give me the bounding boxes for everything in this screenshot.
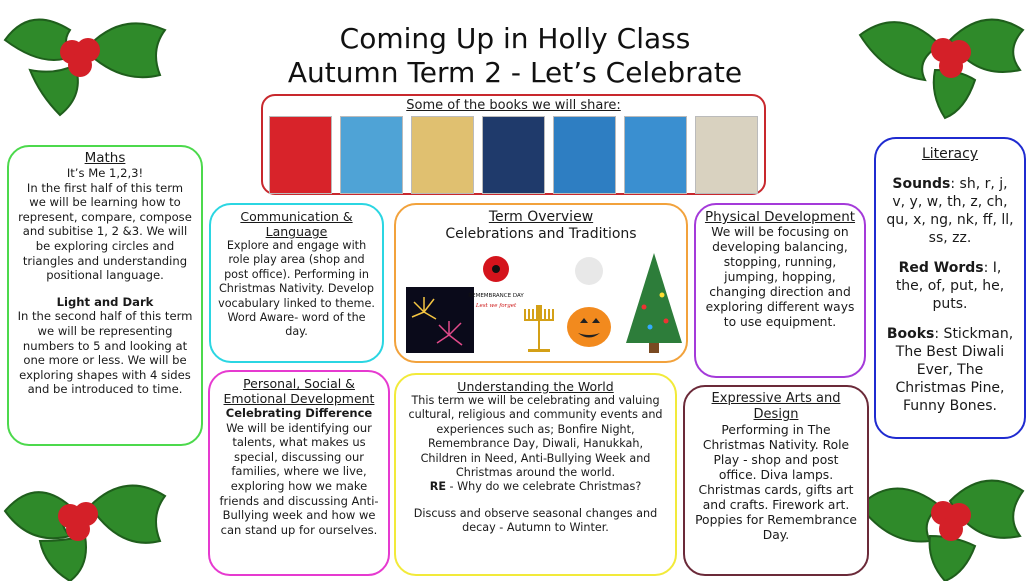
- literacy-panel: [874, 137, 1026, 439]
- holly-decoration-top-right: [855, 0, 1025, 120]
- utw-re: [404, 480, 667, 494]
- re-text: - Why do we celebrate Christmas?: [445, 480, 642, 494]
- understanding-world-panel: [394, 373, 677, 576]
- physical-development-panel: [694, 203, 866, 378]
- re-label: RE: [429, 480, 446, 494]
- physical-heading: Physical Development: [704, 209, 856, 225]
- title-line-1: Coming Up in Holly Class: [339, 22, 691, 55]
- books-heading: Some of the books we will share:: [406, 98, 621, 113]
- utw-text: This term we will be celebrating and valuing cultural, religious and community events and experiences such as; Bonfire Night, Remembrance Day, Diwali, Hanukkah, Children in Need, Anti-Bullying Week and Christmas around the world.: [408, 394, 663, 480]
- utw-heading: Understanding the World: [457, 379, 614, 394]
- psed-text: We will be identifying our talents, what makes us special, discussing our families, where we live, exploring how we make friends and discussing Anti-Bullying week and how we can stand up for ourselves.: [219, 420, 379, 537]
- book-cover: [624, 116, 687, 194]
- communication-heading: Communication & Language: [240, 209, 353, 239]
- holly-decoration-top-left: [0, 0, 170, 120]
- term-overview-heading: Term Overview: [488, 209, 594, 225]
- fireworks-image: [406, 287, 474, 353]
- physical-text: We will be focusing on developing balancing, stopping, running, jumping, hopping, changing direction and exploring different ways to use equipment.: [705, 225, 855, 329]
- expressive-text: Performing in The Christmas Nativity. Role Play - shop and post office. Diva lamps. Christmas cards, gifts art and crafts. Firework art. Poppies for Remembrance Day.: [695, 423, 857, 542]
- sounds-label: Sounds: [892, 176, 951, 192]
- book-covers: [269, 116, 758, 194]
- communication-text: Explore and engage with role play area (shop and post office). Performing in Christmas Nativity. Develop vocabulary linked to theme. Word Aware- word of the day.: [218, 239, 375, 339]
- remembrance-day-label: REMEMBRANCE DAY: [468, 293, 524, 299]
- poppy-icon: [483, 256, 509, 282]
- psed-heading: Personal, Social & Emotional Development: [223, 376, 375, 406]
- christmas-tree-icon: [626, 253, 682, 353]
- book-cover: [482, 116, 545, 194]
- book-cover: [695, 116, 758, 194]
- book-cover: [411, 116, 474, 194]
- red-words-list: : I, the, of, put, he, puts.: [895, 260, 1005, 312]
- book-cover: [269, 116, 332, 194]
- utw-text-2: Discuss and observe seasonal changes and decay - Autumn to Winter.: [413, 506, 658, 535]
- communication-language-panel: [209, 203, 384, 363]
- sounds-list: : sh, r, j, v, y, w, th, z, ch, qu, x, ng, nk, ff, ll, ss, zz.: [886, 176, 1014, 246]
- literacy-red-words: [886, 259, 1014, 313]
- page-title: [230, 22, 800, 90]
- psed-panel: [208, 370, 390, 576]
- celebrations-illustration: [404, 247, 678, 357]
- literacy-heading: Literacy: [921, 146, 979, 162]
- pumpkin-ghost-icon: [567, 257, 611, 347]
- literacy-sounds: [886, 175, 1014, 247]
- expressive-arts-panel: [683, 385, 869, 576]
- term-overview-subheading: Celebrations and Traditions: [445, 226, 637, 242]
- title-line-2: Autumn Term 2 - Let’s Celebrate: [287, 56, 743, 89]
- maths-subheading-2: Light and Dark: [56, 294, 154, 309]
- maths-text-1: In the first half of this term we will be learning how to represent, compare, compose and subitise 1, 2 &3. We will be exploring circles and triangles and understanding positional language.: [18, 180, 192, 283]
- expressive-heading: Expressive Arts and Design: [711, 391, 841, 422]
- celebrations-graphic: [404, 247, 682, 357]
- book-cover: [340, 116, 403, 194]
- remembrance-subtext: Lest we forget: [475, 303, 517, 309]
- literacy-books: [886, 325, 1014, 415]
- menorah-icon: [524, 305, 554, 352]
- books-panel: [261, 94, 766, 195]
- psed-subheading: Celebrating Difference: [225, 406, 373, 420]
- book-cover: [553, 116, 616, 194]
- holly-decoration-bottom-left: [0, 461, 170, 581]
- maths-panel: [7, 145, 203, 446]
- books-label: Books: [886, 326, 935, 342]
- maths-heading: Maths: [84, 150, 126, 166]
- maths-text-2: In the second half of this term we will be representing numbers to 5 and looking at one more or less. We will be exploring shapes with 4 sides and be introduced to time.: [17, 309, 193, 397]
- maths-subheading-1: It’s Me 1,2,3!: [66, 166, 144, 180]
- holly-decoration-bottom-right: [855, 461, 1025, 581]
- books-list: : Stickman, The Best Diwali Ever, The Christmas Pine, Funny Bones.: [895, 326, 1014, 414]
- red-words-label: Red Words: [898, 260, 984, 276]
- term-overview-panel: [394, 203, 688, 363]
